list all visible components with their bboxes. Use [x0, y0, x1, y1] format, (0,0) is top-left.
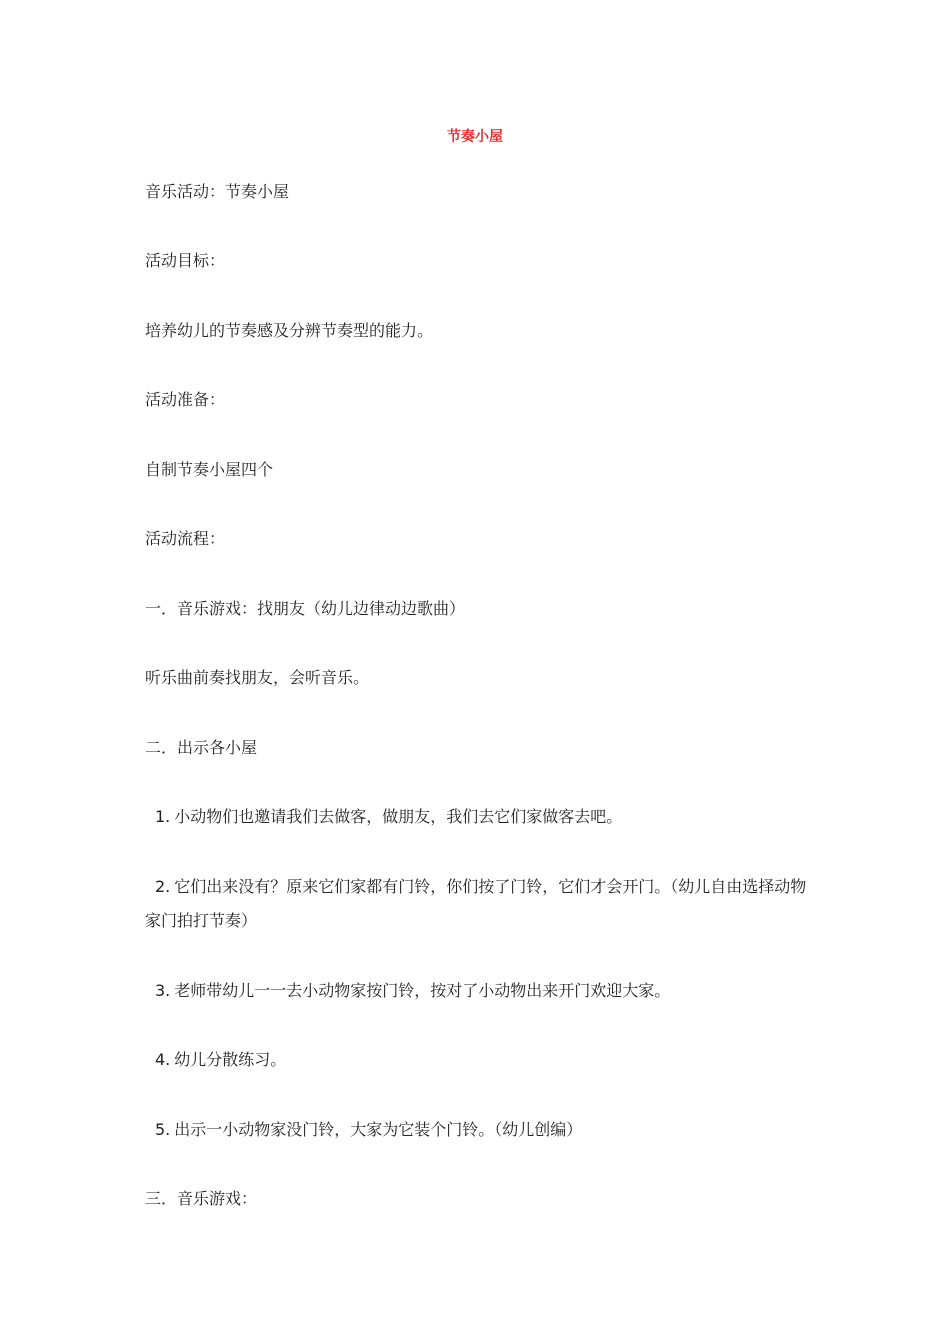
list-item-step-4 [145, 1043, 810, 1077]
section-heading-two: 二．出示各小屋 [145, 738, 258, 757]
paragraph-activity-goal: 培养幼儿的节奏感及分辨节奏型的能力。 [145, 321, 434, 340]
step-number: 2. [155, 877, 171, 896]
step-number: 3. [155, 981, 171, 1000]
list-item-step-3 [145, 974, 810, 1008]
step-text: 它们出来没有？原来它们家都有门铃，你们按了门铃，它们才会开门。（幼儿自由选择动物家门拍打节奏） [145, 877, 807, 930]
step-text: 老师带幼儿一一去小动物家按门铃，按对了小动物出来开门欢迎大家。 [174, 981, 671, 1000]
paragraph-activity-name: 音乐活动：节奏小屋 [145, 182, 290, 201]
step-text: 出示一小动物家没门铃，大家为它装个门铃。（幼儿创编） [174, 1120, 583, 1139]
heading-activity-process: 活动流程： [145, 529, 226, 548]
step-text: 幼儿分散练习。 [174, 1050, 287, 1069]
step-number: 4. [155, 1050, 171, 1069]
step-number: 5. [155, 1120, 171, 1139]
section-heading-three: 三．音乐游戏： [145, 1189, 258, 1208]
document-title: 节奏小屋 [447, 129, 503, 145]
step-text: 小动物们也邀请我们去做客，做朋友，我们去它们家做客去吧。 [174, 807, 623, 826]
section-heading-one: 一．音乐游戏：找朋友（幼儿边律动边歌曲） [145, 599, 466, 618]
list-item-step-1 [145, 800, 810, 834]
heading-activity-preparation: 活动准备： [145, 390, 226, 409]
paragraph-activity-preparation: 自制节奏小屋四个 [145, 460, 274, 479]
list-item-step-5 [145, 1113, 810, 1147]
heading-activity-goal: 活动目标： [145, 251, 226, 270]
list-item-step-2 [145, 870, 810, 938]
step-number: 1. [155, 807, 171, 826]
paragraph-listen-music: 听乐曲前奏找朋友，会听音乐。 [145, 668, 370, 687]
